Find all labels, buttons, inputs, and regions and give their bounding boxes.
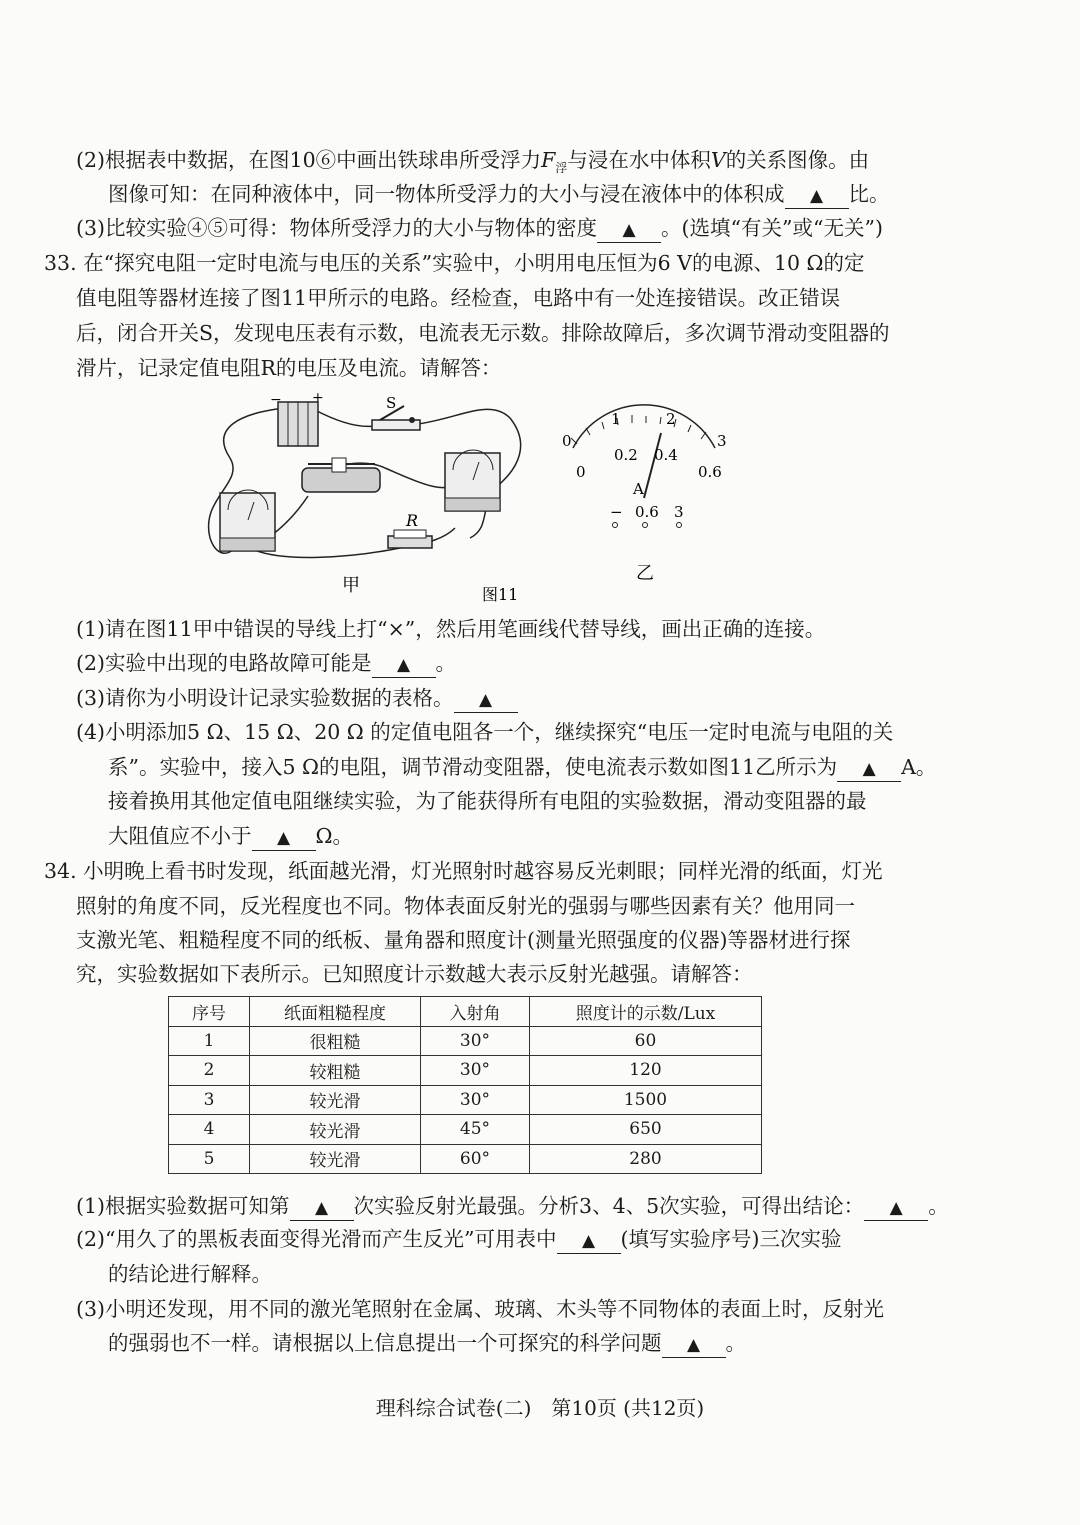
text: A。 <box>901 755 937 779</box>
table-cell: 4 <box>169 1115 250 1145</box>
text: 的强弱也不一样。请根据以上信息提出一个可探究的科学问题 <box>108 1331 662 1355</box>
table-cell: 较光滑 <box>250 1144 421 1174</box>
force-symbol: F <box>541 148 556 172</box>
table-cell: 3 <box>169 1085 250 1115</box>
table-cell: 280 <box>530 1144 762 1174</box>
q32-part3 <box>76 213 883 243</box>
q34-sub2-line1 <box>76 1224 842 1254</box>
text: (填写实验序号)三次实验 <box>620 1227 842 1251</box>
table-header-cell: 纸面粗糙程度 <box>250 997 421 1027</box>
answer-blank[interactable] <box>252 824 316 851</box>
q32-part2-line1 <box>76 145 869 183</box>
terminal-minus: − <box>610 503 623 521</box>
q33-stem-line1: 33. 在“探究电阻一定时电流与电压的关系”实验中，小明用电压恒为6 V的电源、10 Ω的定 <box>44 251 865 275</box>
resistor-label: R <box>406 511 419 530</box>
q33-sub4-line4 <box>108 821 353 851</box>
figure-caption: 图11 <box>482 585 519 604</box>
text: (3)请你为小明设计记录实验数据的表格。 <box>76 686 454 710</box>
force-subscript: 浮 <box>555 161 568 176</box>
q33-sub4-line1: (4)小明添加5 Ω、15 Ω、20 Ω 的定值电阻各一个，继续探究“电压一定时电流与电阻的关 <box>76 720 894 744</box>
text: 次实验反射光最强。分析3、4、5次实验，可得出结论： <box>353 1194 865 1218</box>
table-cell: 较粗糙 <box>250 1056 421 1086</box>
text: (2)实验中出现的电路故障可能是 <box>76 651 372 675</box>
page-footer: 理科综合试卷(二) 第10页 (共12页) <box>375 1396 705 1420</box>
dial-bottom-1: 0.2 <box>614 446 638 464</box>
q34-stem-line2: 照射的角度不同，反光程度也不同。物体表面反射光的强弱与哪些因素有关？他用同一 <box>76 894 855 918</box>
text: 与浸在水中体积 <box>567 148 711 172</box>
resistor-icon <box>388 530 432 548</box>
table-cell: 2 <box>169 1056 250 1086</box>
answer-blank[interactable] <box>785 182 849 209</box>
q33-stem-line3: 后，闭合开关S，发现电压表有示数，电流表无示数。排除故障后，多次调节滑动变阻器的 <box>76 321 890 345</box>
table-cell: 较光滑 <box>250 1115 421 1145</box>
text: 。 <box>725 1331 746 1355</box>
figure-11 <box>190 388 750 613</box>
rheostat-icon <box>302 458 380 492</box>
blank-triangle-icon: ▲ <box>889 1198 903 1218</box>
q34-sub3-line1: (3)小明还发现，用不同的激光笔照射在金属、玻璃、木头等不同物体的表面上时，反射光 <box>76 1297 885 1321</box>
blank-triangle-icon: ▲ <box>686 1335 701 1355</box>
table-row <box>169 1056 762 1086</box>
text: 。 <box>928 1194 949 1218</box>
figure-yi-label: 乙 <box>636 563 654 584</box>
blank-triangle-icon: ▲ <box>862 759 876 779</box>
figure-jia-label: 甲 <box>342 575 360 596</box>
text: 。(选填“有关”或“无关”) <box>661 216 883 240</box>
q33-sub4-line2 <box>108 752 936 782</box>
table-header-cell: 照度计的示数/Lux <box>530 997 762 1027</box>
table-cell: 1500 <box>530 1085 762 1115</box>
terminal-3: 3 <box>674 503 684 521</box>
dial-top-0: 0 <box>562 432 572 450</box>
text: (3)比较实验④⑤可得：物体所受浮力的大小与物体的密度 <box>76 216 598 240</box>
dial-top-3: 3 <box>717 432 727 450</box>
blank-triangle-icon: ▲ <box>315 1198 329 1218</box>
voltmeter-icon <box>220 490 275 551</box>
blank-triangle-icon: ▲ <box>622 220 636 240</box>
table-cell: 650 <box>530 1115 762 1145</box>
q33-sub3 <box>76 683 518 713</box>
blank-triangle-icon: ▲ <box>276 828 291 848</box>
volume-symbol: V <box>710 148 726 172</box>
battery-minus-label: − <box>270 392 282 408</box>
q32-part2-line2 <box>108 179 890 209</box>
dial-top-2: 2 <box>666 410 676 428</box>
table-row <box>169 1115 762 1145</box>
dial-top-1: 1 <box>611 410 621 428</box>
answer-blank[interactable] <box>597 216 661 243</box>
table-cell: 60° <box>421 1144 530 1174</box>
text: 图像可知：在同种液体中，同一物体所受浮力的大小与浸在液体中的体积成 <box>108 182 785 206</box>
table-cell: 1 <box>169 1026 250 1056</box>
text: 的关系图像。由 <box>725 148 870 172</box>
table-cell: 30° <box>421 1056 530 1086</box>
battery-plus-label: + <box>312 390 324 406</box>
q33-sub4-line3: 接着换用其他定值电阻继续实验，为了能获得所有电阻的实验数据，滑动变阻器的最 <box>108 789 867 813</box>
table-header-cell: 入射角 <box>421 997 530 1027</box>
q34-stem-line3: 支激光笔、粗糙程度不同的纸板、量角器和照度计(测量光照强度的仪器)等器材进行探 <box>76 928 851 952</box>
ammeter-icon <box>445 450 500 511</box>
text: (2)根据表中数据，在图10⑥中画出铁球串所受浮力 <box>76 148 542 172</box>
answer-blank[interactable] <box>557 1227 621 1254</box>
q33-sub2 <box>76 648 456 678</box>
dial-bottom-0: 0 <box>576 463 586 481</box>
blank-triangle-icon: ▲ <box>581 1231 596 1251</box>
table-row <box>169 1085 762 1115</box>
q34-sub2-line2: 的结论进行解释。 <box>108 1262 272 1286</box>
text: 。 <box>435 651 457 675</box>
blank-triangle-icon: ▲ <box>397 655 411 675</box>
table-cell: 很粗糙 <box>250 1026 421 1056</box>
q34-sub1 <box>76 1191 949 1221</box>
q33-stem-line4: 滑片，记录定值电阻R的电压及电流。请解答： <box>76 356 502 380</box>
answer-blank[interactable] <box>662 1331 726 1358</box>
text: 比。 <box>848 182 890 206</box>
dial-bottom-3: 0.6 <box>698 463 722 481</box>
text: (1)根据实验数据可知第 <box>76 1194 290 1218</box>
answer-blank[interactable] <box>372 651 436 678</box>
q34-stem-line4: 究，实验数据如下表所示。已知照度计示数越大表示反射光越强。请解答： <box>76 962 753 986</box>
table-cell: 45° <box>421 1115 530 1145</box>
text: (2)“用久了的黑板表面变得光滑而产生反光”可用表中 <box>76 1227 557 1251</box>
answer-blank[interactable] <box>454 686 518 713</box>
table-cell: 60 <box>530 1026 762 1056</box>
battery-icon <box>278 402 318 446</box>
dial-bottom-2: 0.4 <box>654 446 678 464</box>
circuit-wire <box>315 410 375 426</box>
text: Ω。 <box>315 824 353 848</box>
table-cell: 较光滑 <box>250 1085 421 1115</box>
q34-stem-line1: 34. 小明晚上看书时发现，纸面越光滑，灯光照射时越容易反光刺眼；同样光滑的纸面，灯光 <box>44 859 883 883</box>
blank-triangle-icon: ▲ <box>479 690 493 710</box>
table-header-cell: 序号 <box>169 997 250 1027</box>
table-header-row <box>169 997 762 1027</box>
terminal-0.6: 0.6 <box>635 503 659 521</box>
table-row <box>169 1144 762 1174</box>
experiment-data-table <box>168 996 762 1174</box>
answer-blank[interactable] <box>290 1194 354 1221</box>
q33-stem-line2: 值电阻等器材连接了图11甲所示的电路。经检查，电路中有一处连接错误。改正错误 <box>76 286 841 310</box>
dial-unit: A <box>633 480 644 498</box>
switch-label: S <box>386 394 397 412</box>
table-cell: 30° <box>421 1085 530 1115</box>
text: 大阻值应不小于 <box>108 824 252 848</box>
table-cell: 30° <box>421 1026 530 1056</box>
table-row <box>169 1026 762 1056</box>
q34-sub3-line2 <box>108 1328 746 1358</box>
blank-triangle-icon: ▲ <box>809 186 824 206</box>
table-cell: 120 <box>530 1056 762 1086</box>
table-cell: 5 <box>169 1144 250 1174</box>
text: 系”。实验中，接入5 Ω的电阻，调节滑动变阻器，使电流表示数如图11乙所示为 <box>108 755 838 779</box>
q33-sub1: (1)请在图11甲中错误的导线上打“×”，然后用笔画线代替导线，画出正确的连接。 <box>76 617 826 641</box>
answer-blank[interactable] <box>864 1194 928 1221</box>
answer-blank[interactable] <box>837 755 901 782</box>
